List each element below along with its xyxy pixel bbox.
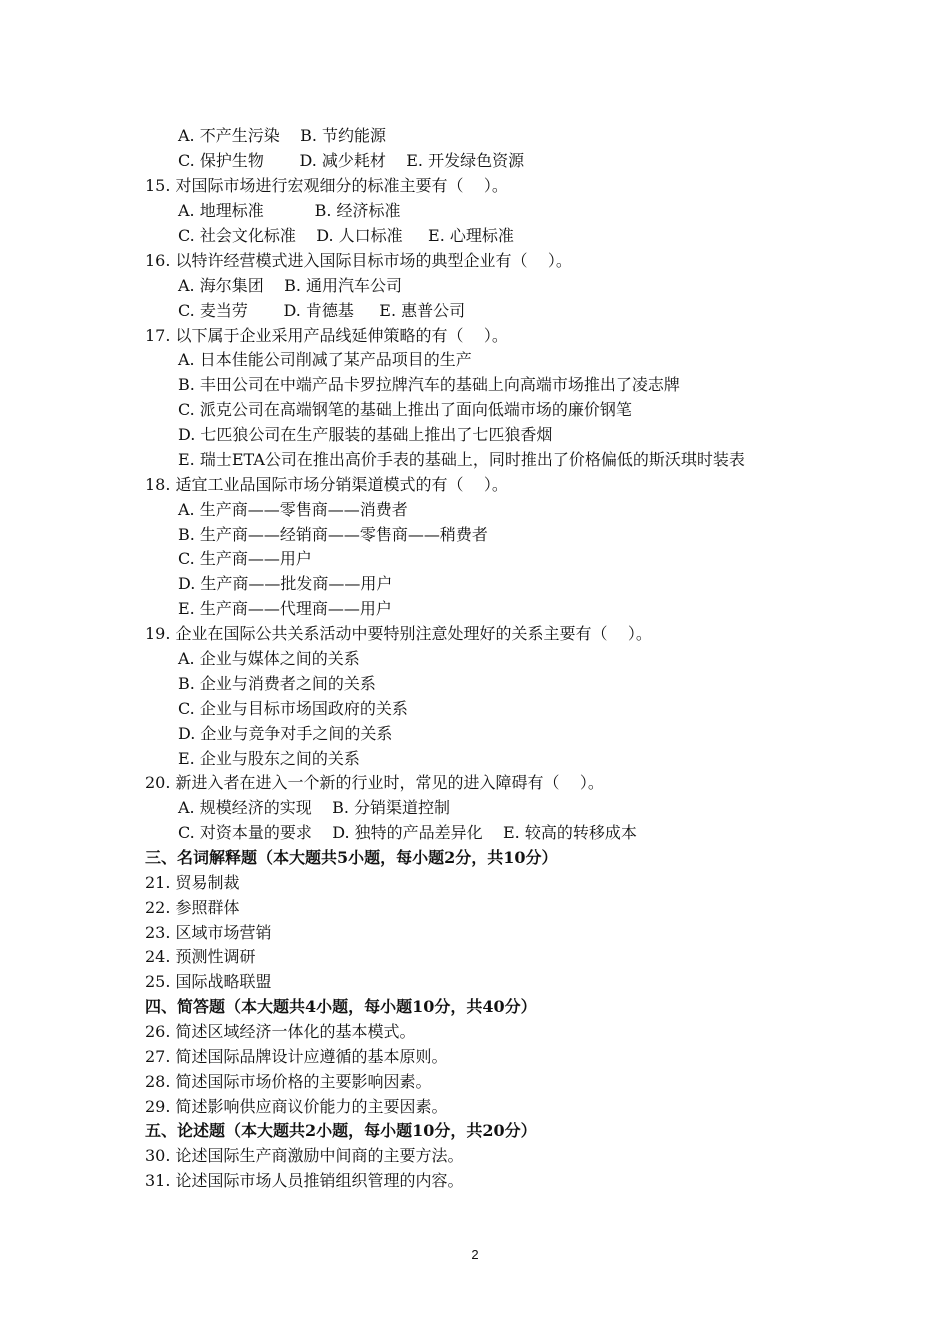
question-line: 17. 以下属于企业采用产品线延伸策略的有（ ）。 bbox=[145, 326, 508, 345]
question-line: 25. 国际战略联盟 bbox=[145, 972, 272, 991]
question-line: 31. 论述国际市场人员推销组织管理的内容。 bbox=[145, 1171, 464, 1190]
question-line: 16. 以特许经营模式进入国际目标市场的典型企业有（ ）。 bbox=[145, 251, 572, 270]
option-line: A. 生产商——零售商——消费者 bbox=[178, 500, 408, 519]
question-line: 20. 新进入者在进入一个新的行业时，常见的进入障碍有（ ）。 bbox=[145, 773, 604, 792]
question-line: 24. 预测性调研 bbox=[145, 947, 256, 966]
option-line: B. 丰田公司在中端产品卡罗拉牌汽车的基础上向高端市场推出了凌志牌 bbox=[178, 375, 680, 394]
option-line: A. 海尔集团 B. 通用汽车公司 bbox=[178, 276, 403, 295]
question-line: 15. 对国际市场进行宏观细分的标准主要有（ ）。 bbox=[145, 176, 508, 195]
option-line: C. 对资本量的要求 D. 独特的产品差异化 E. 较高的转移成本 bbox=[178, 823, 637, 842]
question-line: 23. 区域市场营销 bbox=[145, 923, 272, 942]
option-line: A. 企业与媒体之间的关系 bbox=[178, 649, 360, 668]
option-line: C. 生产商——用户 bbox=[178, 549, 312, 568]
question-line: 21. 贸易制裁 bbox=[145, 873, 240, 892]
question-line: 19. 企业在国际公共关系活动中要特别注意处理好的关系主要有（ ）。 bbox=[145, 624, 652, 643]
option-line: D. 企业与竞争对手之间的关系 bbox=[178, 724, 393, 743]
question-line: 26. 简述区域经济一体化的基本模式。 bbox=[145, 1022, 416, 1041]
option-line: E. 瑞士ETA公司在推出高价手表的基础上，同时推出了价格偏低的斯沃琪时装表 bbox=[178, 450, 745, 469]
option-line: C. 麦当劳 D. 肯德基 E. 惠普公司 bbox=[178, 301, 466, 320]
section-heading: 三、名词解释题（本大题共5小题，每小题2分，共10分） bbox=[145, 848, 558, 867]
option-line: A. 不产生污染 B. 节约能源 bbox=[178, 126, 387, 145]
option-line: C. 派克公司在高端钢笔的基础上推出了面向低端市场的廉价钢笔 bbox=[178, 400, 632, 419]
option-line: B. 企业与消费者之间的关系 bbox=[178, 674, 376, 693]
option-line: D. 生产商——批发商——用户 bbox=[178, 574, 393, 593]
section-heading: 五、论述题（本大题共2小题，每小题10分，共20分） bbox=[145, 1121, 537, 1140]
option-line: A. 日本佳能公司削减了某产品项目的生产 bbox=[178, 350, 472, 369]
option-line: C. 社会文化标准 D. 人口标准 E. 心理标准 bbox=[178, 226, 514, 245]
option-line: E. 生产商——代理商——用户 bbox=[178, 599, 392, 618]
question-line: 22. 参照群体 bbox=[145, 898, 240, 917]
option-line: A. 规模经济的实现 B. 分销渠道控制 bbox=[178, 798, 451, 817]
page-number: 2 bbox=[471, 1247, 479, 1262]
question-line: 18. 适宜工业品国际市场分销渠道模式的有（ ）。 bbox=[145, 475, 508, 494]
option-line: A. 地理标准 B. 经济标准 bbox=[178, 201, 401, 220]
option-line: C. 保护生物 D. 减少耗材 E. 开发绿色资源 bbox=[178, 151, 525, 170]
section-heading: 四、简答题（本大题共4小题，每小题10分，共40分） bbox=[145, 997, 537, 1016]
question-line: 30. 论述国际生产商激励中间商的主要方法。 bbox=[145, 1146, 464, 1165]
option-line: D. 七匹狼公司在生产服装的基础上推出了七匹狼香烟 bbox=[178, 425, 553, 444]
question-line: 29. 简述影响供应商议价能力的主要因素。 bbox=[145, 1097, 448, 1116]
option-line: C. 企业与目标市场国政府的关系 bbox=[178, 699, 408, 718]
question-line: 28. 简述国际市场价格的主要影响因素。 bbox=[145, 1072, 432, 1091]
option-line: B. 生产商——经销商——零售商——稍费者 bbox=[178, 525, 488, 544]
option-line: E. 企业与股东之间的关系 bbox=[178, 749, 360, 768]
question-line: 27. 简述国际品牌设计应遵循的基本原则。 bbox=[145, 1047, 448, 1066]
